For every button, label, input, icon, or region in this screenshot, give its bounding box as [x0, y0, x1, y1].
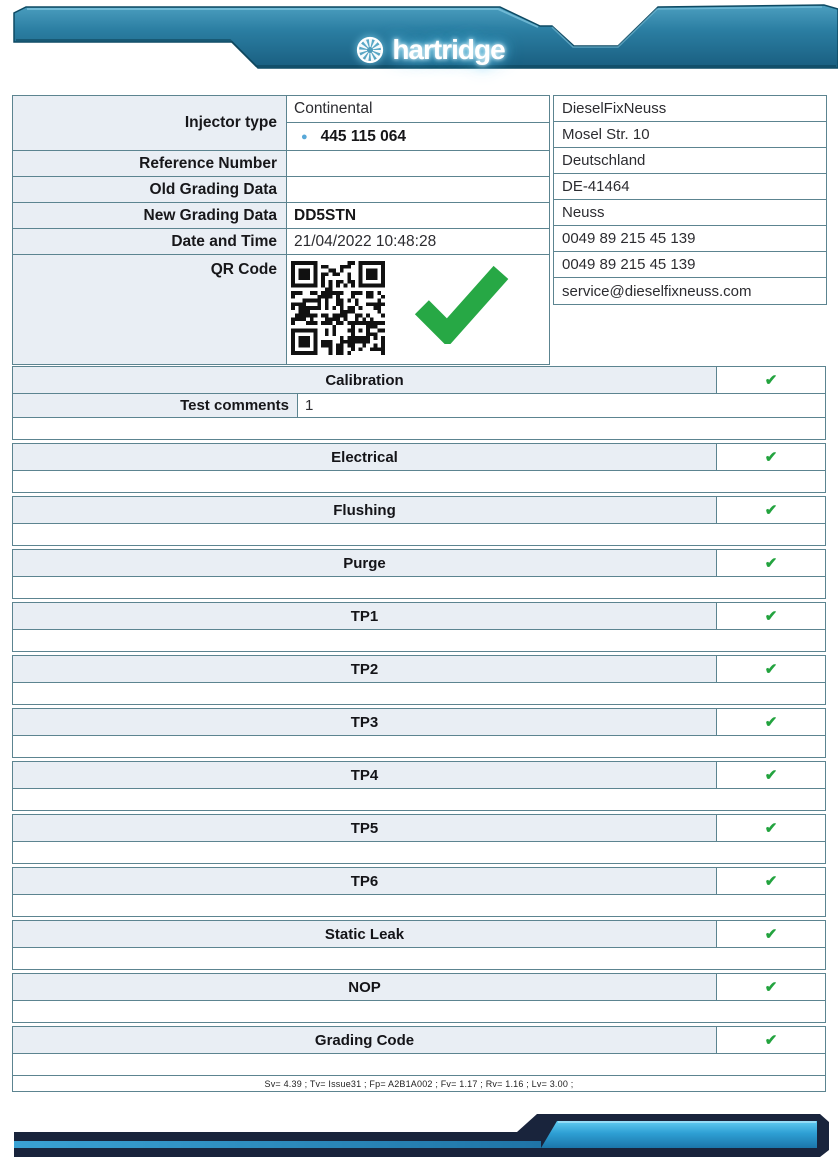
- section-title: TP2: [13, 656, 717, 682]
- section-header-row: [13, 762, 825, 789]
- check-icon: ✔: [764, 766, 778, 784]
- date-time-value: 21/04/2022 10:48:28: [294, 232, 437, 250]
- contact-email: service@dieselfixneuss.com: [562, 282, 752, 300]
- check-icon: ✔: [764, 978, 778, 996]
- contact-company: DieselFixNeuss: [554, 96, 826, 122]
- empty-row: [13, 1054, 825, 1075]
- empty-row: [13, 577, 825, 598]
- contact-fax: 0049 89 215 45 139: [554, 252, 826, 278]
- section-group: [12, 920, 826, 970]
- section-title: NOP: [13, 974, 717, 1000]
- check-icon: ✔: [764, 1031, 778, 1049]
- date-time-label: Date and Time: [13, 229, 287, 254]
- empty-row: [13, 948, 825, 969]
- test-sections: [12, 366, 826, 1095]
- section-status: [717, 603, 825, 629]
- check-icon: ✔: [764, 607, 778, 625]
- new-grading-row: [13, 203, 549, 229]
- new-grading-value: DD5STN: [294, 206, 357, 224]
- section-status: [717, 444, 825, 470]
- section-title: Calibration: [13, 367, 717, 393]
- section-calibration: [12, 366, 826, 440]
- section-header-row: [13, 656, 825, 683]
- section-header-row: [13, 367, 825, 394]
- section-status: [717, 367, 825, 393]
- check-icon: ✔: [764, 872, 778, 890]
- section-group: [12, 973, 826, 1023]
- reference-number-label: Reference Number: [13, 151, 287, 176]
- section-status: [717, 550, 825, 576]
- empty-row: [13, 842, 825, 863]
- empty-row: [13, 736, 825, 757]
- section-title: TP3: [13, 709, 717, 735]
- old-grading-value: [287, 177, 549, 202]
- footer-banner: [0, 1100, 838, 1170]
- section-status: [717, 1027, 825, 1053]
- date-time-row: [13, 229, 549, 255]
- section-group: [12, 549, 826, 599]
- section-header-row: [13, 921, 825, 948]
- test-comments-row: [13, 394, 825, 418]
- section-status: [717, 656, 825, 682]
- brand-logo: [295, 30, 565, 70]
- section-group: [12, 496, 826, 546]
- section-status: [717, 709, 825, 735]
- empty-row: [13, 895, 825, 916]
- header-banner: [0, 0, 838, 95]
- empty-row: [13, 630, 825, 651]
- check-icon: ✔: [764, 554, 778, 572]
- section-title: TP6: [13, 868, 717, 894]
- check-icon: ✔: [764, 713, 778, 731]
- pass-check-icon: [409, 264, 511, 344]
- turbine-wheel-icon: [355, 35, 385, 65]
- old-grading-label: Old Grading Data: [13, 177, 287, 202]
- contact-table: [553, 95, 827, 305]
- injector-type-row: [13, 96, 549, 151]
- qr-code: [291, 261, 385, 355]
- check-icon: ✔: [764, 925, 778, 943]
- injector-number-row: [287, 123, 549, 150]
- empty-row: [13, 1001, 825, 1022]
- reference-number-row: [13, 151, 549, 177]
- new-grading-label: New Grading Data: [13, 203, 287, 228]
- contact-phone: 0049 89 215 45 139: [554, 226, 826, 252]
- qr-code-cell: [287, 255, 549, 364]
- section-header-row: [13, 709, 825, 736]
- contact-country: Deutschland: [554, 148, 826, 174]
- section-status: [717, 921, 825, 947]
- section-status: [717, 868, 825, 894]
- section-title: Grading Code: [13, 1027, 717, 1053]
- old-grading-row: [13, 177, 549, 203]
- section-group: [12, 814, 826, 864]
- section-header-row: [13, 444, 825, 471]
- section-title: Static Leak: [13, 921, 717, 947]
- section-status: [717, 974, 825, 1000]
- bullet-icon: ●: [301, 130, 308, 143]
- check-icon: ✔: [764, 371, 778, 389]
- section-status: [717, 815, 825, 841]
- section-header-row: [13, 815, 825, 842]
- section-title: Electrical: [13, 444, 717, 470]
- injector-type-values: [287, 96, 549, 150]
- test-comments-label: Test comments: [13, 394, 298, 417]
- injector-info-table: [12, 95, 550, 365]
- test-comments-value: 1: [305, 397, 314, 414]
- section-header-row: [13, 1027, 825, 1054]
- brand-name: hartridge: [392, 34, 505, 65]
- section-header-row: [13, 974, 825, 1001]
- injector-number-value: 445 115 064: [320, 127, 406, 145]
- section-group: [12, 602, 826, 652]
- section-group: [12, 708, 826, 758]
- section-group: [12, 443, 826, 493]
- standard-sections: [12, 443, 826, 1023]
- section-title: Flushing: [13, 497, 717, 523]
- section-title: TP4: [13, 762, 717, 788]
- section-status: [717, 497, 825, 523]
- section-status: [717, 762, 825, 788]
- empty-row: [13, 471, 825, 492]
- info-area: [12, 95, 827, 365]
- empty-row: [13, 683, 825, 704]
- section-grading-code: [12, 1026, 826, 1092]
- section-title: Purge: [13, 550, 717, 576]
- section-header-row: [13, 868, 825, 895]
- qr-code-row: [13, 255, 549, 364]
- contact-postcode: DE-41464: [554, 174, 826, 200]
- section-group: [12, 655, 826, 705]
- check-icon: ✔: [764, 501, 778, 519]
- section-group: [12, 761, 826, 811]
- section-header-row: [13, 550, 825, 577]
- section-header-row: [13, 497, 825, 524]
- injector-make-value: Continental: [287, 96, 549, 123]
- contact-street: Mosel Str. 10: [554, 122, 826, 148]
- injector-type-label: Injector type: [13, 96, 287, 150]
- empty-row: [13, 418, 825, 439]
- section-title: TP5: [13, 815, 717, 841]
- section-header-row: [13, 603, 825, 630]
- section-group: [12, 867, 826, 917]
- contact-city: Neuss: [554, 200, 826, 226]
- report-version-info: Sv= 4.39 ; Tv= Issue31 ; Fp= A2B1A002 ; Fv= 1.17 ; Rv= 1.16 ; Lv= 3.00 ;: [13, 1075, 825, 1091]
- check-icon: ✔: [764, 660, 778, 678]
- empty-row: [13, 524, 825, 545]
- check-icon: ✔: [764, 448, 778, 466]
- check-icon: ✔: [764, 819, 778, 837]
- reference-number-value: [287, 151, 549, 176]
- empty-row: [13, 789, 825, 810]
- section-title: TP1: [13, 603, 717, 629]
- qr-code-label: QR Code: [13, 255, 287, 364]
